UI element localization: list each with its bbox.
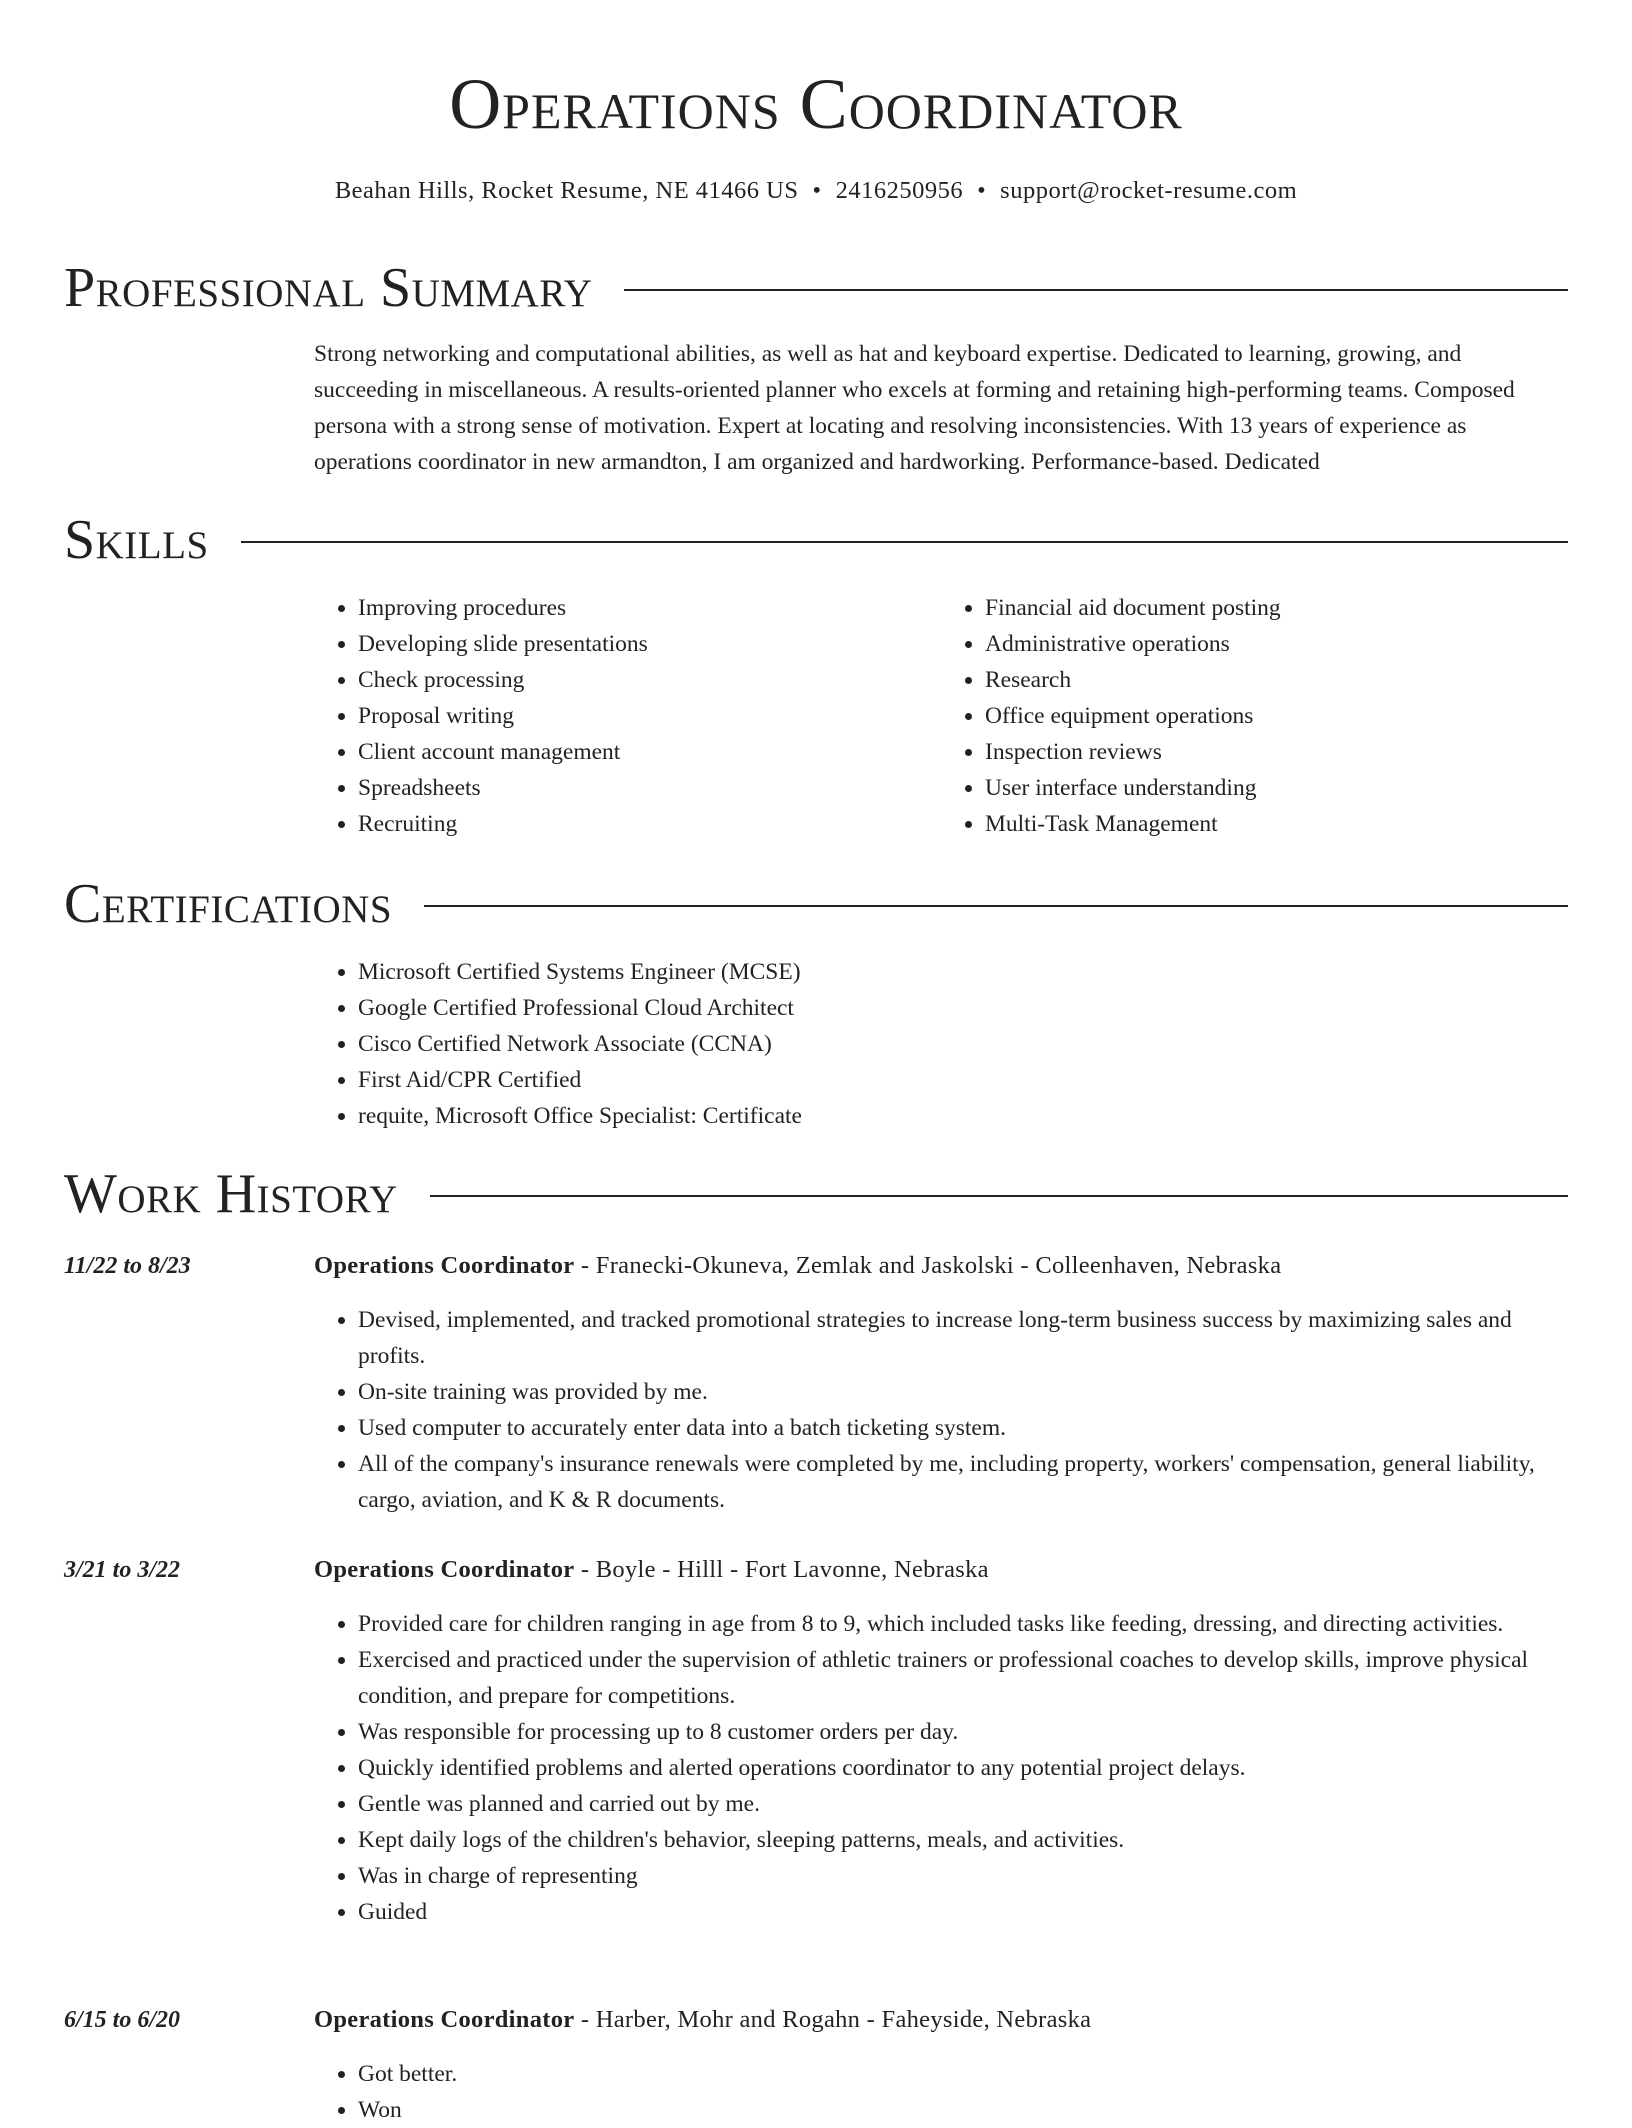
contact-phone: 2416250956 — [835, 177, 964, 204]
skill-item: • Financial aid document posting — [985, 590, 1568, 626]
job-title: Operations Coordinator — [314, 1556, 575, 1583]
skills-list-right — [941, 590, 1568, 842]
skills-list-left — [314, 590, 941, 842]
skill-item: • Check processing — [358, 662, 941, 698]
contact-email[interactable]: support@rocket-resume.com — [1000, 177, 1298, 204]
skill-item: • Spreadsheets — [358, 770, 941, 806]
job-bullet: • Guided — [358, 1894, 1568, 1930]
job-title-line — [314, 1552, 989, 1588]
certification-item: • First Aid/CPR Certified — [358, 1062, 1568, 1098]
skill-item: • Proposal writing — [358, 698, 941, 734]
skill-item: • Multi-Task Management — [985, 806, 1568, 842]
job-title-line — [314, 1248, 1281, 1284]
job-bullets — [314, 1302, 1568, 1518]
job-bullet: • All of the company's insurance renewals were completed by me, including property, workers' compensation, general liability, cargo, aviation, and K & R documents. — [358, 1446, 1568, 1518]
section-divider — [430, 1195, 1568, 1197]
job-bullets — [314, 2056, 1568, 2128]
job-employer: - Franecki-Okuneva, Zemlak and Jaskolski - Colleenhaven, Nebraska — [574, 1252, 1282, 1279]
job-dates: 11/22 to 8/23 — [64, 1253, 191, 1279]
certification-item: • Microsoft Certified Systems Engineer (MCSE) — [358, 954, 1568, 990]
skill-item: • User interface understanding — [985, 770, 1568, 806]
resume-name: Operations Coordinator — [449, 64, 1183, 144]
work-history-heading: Work History — [64, 1163, 398, 1225]
job-employer: - Boyle - Hilll - Fort Lavonne, Nebraska — [574, 1556, 989, 1583]
skill-item: • Inspection reviews — [985, 734, 1568, 770]
skills-heading: Skills — [64, 509, 209, 571]
skill-item: • Office equipment operations — [985, 698, 1568, 734]
skills-columns — [314, 590, 1568, 842]
summary-section-header — [64, 254, 1568, 322]
job-bullet: • Was responsible for processing up to 8 customer orders per day. — [358, 1714, 1568, 1750]
contact-separator: • — [812, 177, 822, 204]
contact-address: Beahan Hills, Rocket Resume, NE 41466 US — [334, 177, 799, 204]
job-bullet: • Used computer to accurately enter data into a batch ticketing system. — [358, 1410, 1568, 1446]
job-bullet: • Won — [358, 2092, 1568, 2128]
job-bullet: • Quickly identified problems and alerted operations coordinator to any potential project delays. — [358, 1750, 1568, 1786]
certifications-heading: Certifications — [64, 873, 393, 935]
certifications-section-header — [64, 870, 1568, 938]
skill-item: • Research — [985, 662, 1568, 698]
summary-text: Strong networking and computational abilities, as well as hat and keyboard expertise. Dedicated to learning, growing, and succeeding in miscellaneous. A results-oriented planner who excels at forming and retaining high-performing teams. Composed persona with a strong sense of motivation. Expert at locating and resolving inconsistencies. With 13 years of experience as operations coordinator in new armandton, I am organized and hardworking. Performance-based. Dedicated — [314, 341, 1515, 475]
job-title: Operations Coordinator — [314, 1252, 575, 1279]
job-title-line — [314, 2002, 1091, 2038]
certification-item: • requite, Microsoft Office Specialist: Certificate — [358, 1098, 1568, 1134]
certification-item: • Google Certified Professional Cloud Architect — [358, 990, 1568, 1026]
skills-section-header — [64, 506, 1568, 574]
certification-item: • Cisco Certified Network Associate (CCNA) — [358, 1026, 1568, 1062]
summary-heading: Professional Summary — [64, 257, 593, 319]
job-bullet: • Was in charge of representing — [358, 1858, 1568, 1894]
skill-item: • Improving procedures — [358, 590, 941, 626]
skill-item: • Recruiting — [358, 806, 941, 842]
contact-separator: • — [977, 177, 987, 204]
section-divider — [424, 905, 1568, 907]
job-bullet: • On-site training was provided by me. — [358, 1374, 1568, 1410]
certifications-list — [314, 954, 1568, 1134]
section-divider — [624, 289, 1568, 291]
job-title: Operations Coordinator — [314, 2006, 575, 2033]
certifications-block — [314, 954, 1568, 1134]
skill-item: • Client account management — [358, 734, 941, 770]
job-bullet: • Devised, implemented, and tracked promotional strategies to increase long-term business success by maximizing sales and profits. — [358, 1302, 1568, 1374]
job-bullets — [314, 1606, 1568, 1930]
skill-item: • Developing slide presentations — [358, 626, 941, 662]
job-bullet: • Kept daily logs of the children's behavior, sleeping patterns, meals, and activities. — [358, 1822, 1568, 1858]
job-bullet: • Exercised and practiced under the supervision of athletic trainers or professional coaches to develop skills, improve physical condition, and prepare for competitions. — [358, 1642, 1568, 1714]
job-bullet: • Got better. — [358, 2056, 1568, 2092]
section-divider — [241, 541, 1568, 543]
skill-item: • Administrative operations — [985, 626, 1568, 662]
contact-line — [64, 174, 1568, 208]
job-dates: 6/15 to 6/20 — [64, 2007, 181, 2033]
job-employer: - Harber, Mohr and Rogahn - Faheyside, Nebraska — [574, 2006, 1092, 2033]
work-history-section-header — [64, 1160, 1568, 1228]
job-dates: 3/21 to 3/22 — [64, 1557, 181, 1583]
job-bullet: • Gentle was planned and carried out by me. — [358, 1786, 1568, 1822]
job-bullet: • Provided care for children ranging in age from 8 to 9, which included tasks like feeding, dressing, and directing activities. — [358, 1606, 1568, 1642]
